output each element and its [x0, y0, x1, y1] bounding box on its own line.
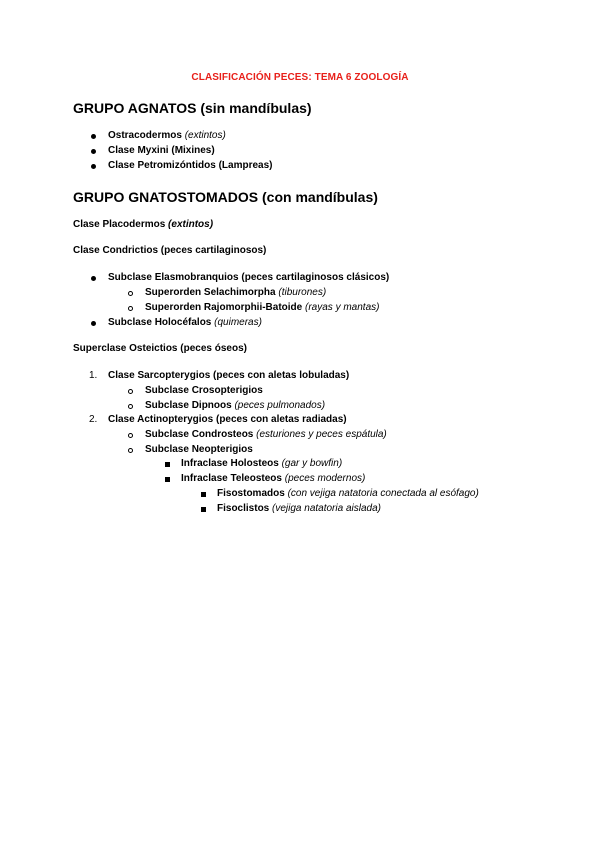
- item-note: (quimeras): [214, 317, 262, 328]
- list-item: Subclase Crosopterigios: [145, 385, 263, 396]
- list-item: Clase Actinopterygios (peces con aletas radiadas): [108, 414, 347, 425]
- bullet-circle: [128, 433, 133, 438]
- list-item: Subclase Elasmobranquios (peces cartilaginosos clásicos): [108, 272, 390, 283]
- heading-gnatostomados: [73, 189, 378, 205]
- document-title: CLASIFICACIÓN PECES: TEMA 6 ZOOLOGÍA: [191, 72, 409, 83]
- item-label: Infraclase Teleosteos: [181, 473, 285, 484]
- heading-gnatostomados-bold: GRUPO GNATOSTOMADOS: [73, 189, 263, 205]
- bullet-circle: [128, 404, 133, 409]
- item-note: (vejiga natatoria aislada): [272, 503, 381, 514]
- placodermos-line: [73, 219, 213, 230]
- condrictios-heading: Clase Condrictios (peces cartilaginosos): [73, 245, 267, 256]
- list-item: [145, 400, 325, 411]
- list-item: [181, 458, 342, 469]
- item-label: Clase Petromizóntidos (Lampreas): [108, 160, 273, 171]
- item-note: (rayas y mantas): [305, 302, 380, 313]
- bullet-circle: [128, 389, 133, 394]
- item-label: Fisoclistos: [217, 503, 273, 514]
- item-note: (peces pulmonados): [234, 400, 326, 411]
- bullet-square: [165, 477, 170, 482]
- item-label: Ostracodermos: [108, 130, 185, 141]
- list-item: Clase Sarcopterygios (peces con aletas lobuladas): [108, 370, 350, 381]
- item-note: (esturiones y peces espátula): [256, 429, 387, 440]
- item-label: Subclase Dipnoos: [145, 400, 235, 411]
- bullet-disc: [91, 164, 96, 169]
- item-note: (peces modernos): [284, 473, 366, 484]
- list-number: 2.: [89, 414, 98, 425]
- item-label: Superorden Selachimorpha: [145, 287, 279, 298]
- list-item: [181, 473, 365, 484]
- item-note: (con vejiga natatoria conectada al esófago): [287, 488, 479, 499]
- item-label: Subclase Condrosteos: [145, 429, 257, 440]
- item-label: Subclase Holocéfalos: [108, 317, 215, 328]
- list-item: [145, 302, 379, 313]
- bullet-circle: [128, 306, 133, 311]
- list-item: [108, 160, 272, 171]
- item-label: Clase Myxini (Mixines): [108, 145, 215, 156]
- list-item: [108, 317, 262, 328]
- list-item: [217, 488, 479, 499]
- bullet-disc: [91, 134, 96, 139]
- bullet-disc: [91, 321, 96, 326]
- bullet-disc: [91, 149, 96, 154]
- heading-gnatostomados-rest: (con mandíbulas): [262, 189, 378, 205]
- item-note: (tiburones): [278, 287, 327, 298]
- item-label: Clase Placodermos: [73, 219, 169, 230]
- heading-agnatos-bold: GRUPO AGNATOS: [73, 100, 201, 116]
- list-item: [108, 145, 215, 156]
- osteictios-heading: Superclase Osteictios (peces óseos): [73, 343, 247, 354]
- heading-agnatos: [73, 100, 312, 116]
- item-note: (extintos): [184, 130, 226, 141]
- list-item: Subclase Neopterigios: [145, 444, 253, 455]
- bullet-square: [201, 492, 206, 497]
- bullet-square: [165, 462, 170, 467]
- list-item: [145, 287, 326, 298]
- bullet-disc: [91, 276, 96, 281]
- bullet-circle: [128, 291, 133, 296]
- item-note: (extintos): [168, 219, 214, 230]
- list-number: 1.: [89, 370, 98, 381]
- list-item: [108, 130, 226, 141]
- bullet-circle: [128, 448, 133, 453]
- item-label: Infraclase Holosteos: [181, 458, 282, 469]
- item-label: Fisostomados: [217, 488, 288, 499]
- list-item: [217, 503, 381, 514]
- bullet-square: [201, 507, 206, 512]
- item-label: Superorden Rajomorphii-Batoide: [145, 302, 306, 313]
- heading-agnatos-rest: (sin mandíbulas): [200, 100, 312, 116]
- item-note: (gar y bowfin): [281, 458, 343, 469]
- list-item: [145, 429, 387, 440]
